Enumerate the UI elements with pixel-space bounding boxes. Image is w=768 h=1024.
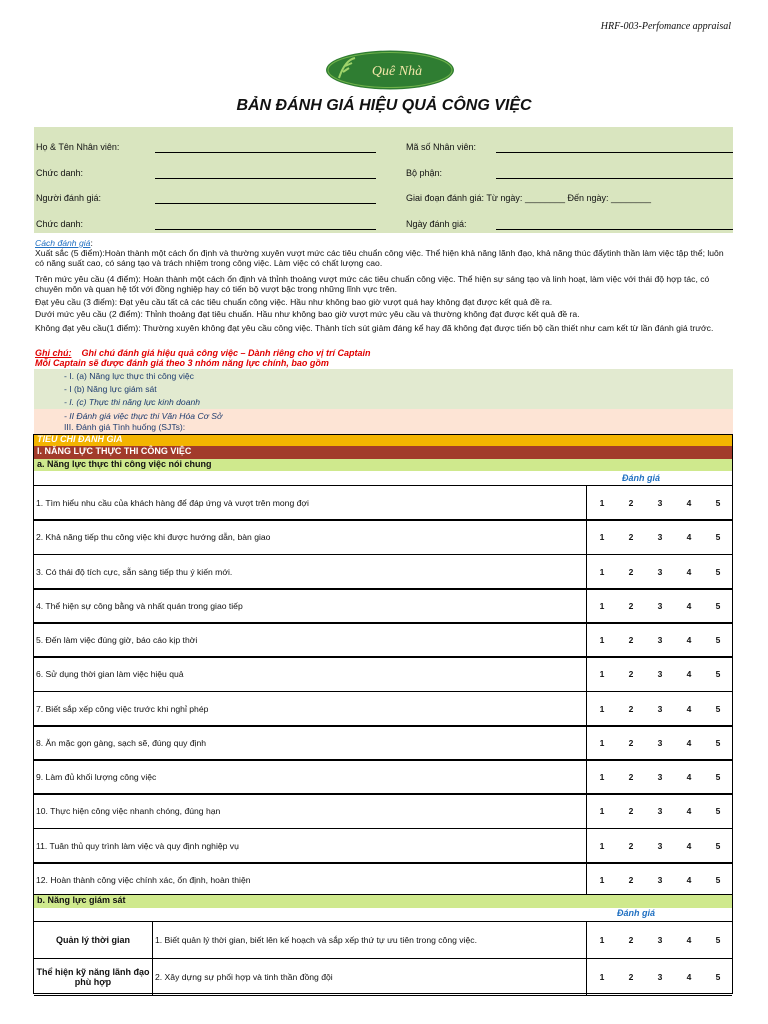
rating-guide-below: Dưới mức yêu cầu (2 điểm): Thỉnh thoảng đạt tiêu chuẩn. Hầu như không bao giờ vượt mức yêu cầu và thường không đạt được kết quả đề ra. [35,309,580,319]
criterion-text: 4. Thể hiện sự công bằng và nhất quán trong giao tiếp [36,600,243,611]
criterion-a10-score-2[interactable]: 2 [628,806,634,817]
criterion-a11-score-2[interactable]: 2 [628,840,634,851]
criterion-a1-score-2[interactable]: 2 [628,498,634,508]
criterion-a12-score-4[interactable]: 4 [686,874,692,885]
criterion-a6-score-4[interactable]: 4 [686,669,692,680]
criterion-b1-score-4[interactable]: 4 [686,935,692,945]
criterion-row [34,759,732,795]
criterion-a6-score-2[interactable]: 2 [628,669,634,680]
criterion-b2-score-2[interactable]: 2 [628,972,634,982]
rating-guide-meets: Đạt yêu cầu (3 điểm): Đạt yêu cầu tất cả các tiêu chuẩn công việc. Hầu như không bao giờ vượt quá hay không đạt được kết quả đề ra. [35,297,553,307]
evaluator-label: Người đánh giá: [36,193,101,203]
criterion-a4-score-1[interactable]: 1 [599,600,605,611]
supervision-row [34,958,732,996]
rating-label-b: Đánh giá [617,908,656,918]
criterion-a11-score-4[interactable]: 4 [686,840,692,851]
criterion-row [34,622,732,658]
criterion-text: 2. Xây dựng sự phối hợp và tinh thần đồng đội [155,972,333,982]
document-code: HRF-003-Perfomance appraisal [600,21,731,32]
rating-guide-excellent: Xuất sắc (5 điểm):Hoàn thành một cách ổn định và thường xuyên vượt mức các tiêu chuẩn công việc. Thể hiện khả năng lãnh đạo, khả năng thúc đẩytinh thần làm việc tập thể; luôn có năng suất cao, có sáng tạo và trách nhiệm trong công việc. Làm việc có chất lượng cao. [35,248,724,268]
criterion-row [34,554,732,590]
employee-id-field[interactable] [496,152,733,153]
criterion-a5-score-1[interactable]: 1 [599,635,605,645]
employee-info-box [34,127,733,233]
employee-id-label: Mã số Nhân viên: [406,142,477,152]
criterion-row [34,828,732,864]
rating-guide-fail: Không đạt yêu cầu(1 điểm): Thường xuyên không đạt yêu cầu công việc. Thành tích sút giảm đáng kể hay đã không đạt được tiến bộ cần thiết như cam kết từ lần đánh giá trước. [35,323,714,333]
criterion-text: 3. Có thái độ tích cực, sẵn sàng tiếp thu ý kiến mới. [36,566,233,577]
rating-label-a: Đánh giá [622,473,661,483]
criterion-b2-score-4[interactable]: 4 [686,972,692,982]
criterion-a11-score-3[interactable]: 3 [657,840,663,851]
criterion-a2-score-4[interactable]: 4 [686,532,692,543]
criterion-a11-score-5[interactable]: 5 [715,840,721,851]
criterion-a10-score-1[interactable]: 1 [599,806,605,817]
criterion-a3-score-2[interactable]: 2 [628,566,634,577]
criterion-a8-score-1[interactable]: 1 [599,737,605,748]
criterion-a5-score-4[interactable]: 4 [686,635,692,645]
criterion-text: 1. Biết quản lý thời gian, biết lên kế hoạch và sắp xếp thứ tự ưu tiên trong công việc. [155,935,477,945]
page-title: BẢN ĐÁNH GIÁ HIỆU QUẢ CÔNG VIỆC [236,97,532,114]
department-field[interactable] [496,178,733,179]
criterion-a3-score-3[interactable]: 3 [657,566,663,577]
criterion-a10-score-5[interactable]: 5 [715,806,721,817]
criterion-a4-score-2[interactable]: 2 [628,600,634,611]
criterion-text: 10. Thực hiện công việc nhanh chóng, đúng hạn [36,806,221,817]
company-logo [325,50,455,90]
criterion-a12-score-1[interactable]: 1 [599,874,605,885]
criterion-row [34,862,732,898]
criterion-b2-score-3[interactable]: 3 [657,972,663,982]
criterion-a8-score-2[interactable]: 2 [628,737,634,748]
criterion-a2-score-1[interactable]: 1 [599,532,605,543]
criterion-row [34,656,732,692]
group-2: - II Đánh giá việc thực thi Văn Hóa Cơ Sở [64,411,223,421]
criterion-a11-score-1[interactable]: 1 [599,840,605,851]
criterion-text: 7. Biết sắp xếp công việc trước khi nghỉ phép [36,703,209,714]
evaluation-table [33,434,733,994]
criterion-a1-score-5[interactable]: 5 [715,498,721,508]
group-c: - I. (c) Thực thi năng lực kinh doanh [64,397,201,407]
evaluator-position-field[interactable] [155,229,376,230]
evaluator-position-label: Chức danh: [36,219,84,229]
criterion-a6-score-5[interactable]: 5 [715,669,721,680]
evaluator-field[interactable] [155,203,376,204]
competency-name: Thể hiện kỹ năng lãnh đạo phù hợp [36,967,150,987]
criterion-b1-score-3[interactable]: 3 [657,935,663,945]
criterion-a1-score-1[interactable]: 1 [599,498,605,508]
criterion-a4-score-4[interactable]: 4 [686,600,692,611]
criterion-a9-score-4[interactable]: 4 [686,772,692,782]
criterion-a7-score-3[interactable]: 3 [657,703,663,714]
criterion-b1-score-1[interactable]: 1 [599,935,605,945]
criterion-b1-score-5[interactable]: 5 [715,935,721,945]
criterion-a1-score-4[interactable]: 4 [686,498,692,508]
criterion-a5-score-2[interactable]: 2 [628,635,634,645]
rating-guide-heading: Cách đánh giá: [35,238,93,248]
criterion-text: 9. Làm đủ khối lượng công việc [36,772,157,782]
employee-name-field[interactable] [155,152,376,153]
criterion-a7-score-1[interactable]: 1 [599,703,605,714]
criterion-a9-score-1[interactable]: 1 [599,772,605,782]
criterion-a3-score-4[interactable]: 4 [686,566,692,577]
evaluation-date-field[interactable] [496,229,733,230]
criterion-a7-score-4[interactable]: 4 [686,703,692,714]
criterion-b1-score-2[interactable]: 2 [628,935,634,945]
logo-text: Quê Nhà [371,64,423,79]
note-line-2: Mỗi Captain sẽ được đánh giá theo 3 nhóm năng lực chính, bao gồm [35,358,329,368]
criterion-a8-score-4[interactable]: 4 [686,737,692,748]
criterion-text: 1. Tìm hiểu nhu cầu của khách hàng để đáp ứng và vượt trên mong đợi [36,498,309,508]
groups-a-b-c [34,369,733,409]
groups-2-3 [34,409,733,434]
criterion-b2-score-1[interactable]: 1 [599,972,605,982]
criterion-a3-score-5[interactable]: 5 [715,566,721,577]
criterion-text: 5. Đến làm việc đúng giờ, báo cáo kịp thời [36,635,198,645]
position-label: Chức danh: [36,168,84,178]
subsection-a-header: a. Năng lực thực thi công việc nói chung [34,459,733,471]
group-b: - I (b) Năng lực giám sát [64,384,157,394]
criterion-a12-score-5[interactable]: 5 [715,874,721,885]
criterion-row [34,485,732,521]
criterion-a4-score-5[interactable]: 5 [715,600,721,611]
criterion-text: 6. Sử dụng thời gian làm việc hiệu quả [36,669,184,680]
criterion-row [34,793,732,829]
evaluation-period-label: Giai đoạn đánh giá: Từ ngày: ________ Đến ngày: ________ [406,193,652,203]
subsection-b-header: b. Năng lực giám sát [34,895,732,908]
note-line: Ghi chú: Ghi chú đánh giá hiệu quả công việc – Dành riêng cho vị trí Captain [35,348,371,358]
criteria-header: TIÊU CHÍ ĐÁNH GIÁ [34,434,733,446]
criterion-text: 2. Khả năng tiếp thu công việc khi được hướng dẫn, bàn giao [36,532,271,543]
evaluation-date-label: Ngày đánh giá: [406,219,467,229]
criterion-a8-score-5[interactable]: 5 [715,737,721,748]
criterion-a6-score-3[interactable]: 3 [657,669,663,680]
criterion-text: 12. Hoàn thành công việc chính xác, ổn định, hoàn thiện [36,874,251,885]
criterion-row [34,725,732,761]
criterion-text: 8. Ăn mặc gọn gàng, sạch sẽ, đúng quy định [36,737,207,748]
criterion-a9-score-2[interactable]: 2 [628,772,634,782]
criterion-a9-score-5[interactable]: 5 [715,772,721,782]
criterion-a5-score-3[interactable]: 3 [657,635,663,645]
section-1-header: I. NĂNG LỰC THỰC THI CÔNG VIỆC [34,446,733,459]
criterion-a10-score-3[interactable]: 3 [657,806,663,817]
criterion-a9-score-3[interactable]: 3 [657,772,663,782]
criterion-text: 11. Tuân thủ quy trình làm việc và quy định nghiệp vụ [36,840,239,851]
criterion-row [34,691,732,727]
criterion-row [34,519,732,555]
criterion-a2-score-2[interactable]: 2 [628,532,634,543]
group-3: III. Đánh giá Tình huống (SJTs): [64,422,186,432]
criterion-a7-score-2[interactable]: 2 [628,703,634,714]
position-field[interactable] [155,178,376,179]
criterion-a4-score-3[interactable]: 3 [657,600,663,611]
criterion-a2-score-3[interactable]: 3 [657,532,663,543]
criterion-a8-score-3[interactable]: 3 [657,737,663,748]
criterion-a5-score-5[interactable]: 5 [715,635,721,645]
criterion-a12-score-2[interactable]: 2 [628,874,634,885]
criterion-a1-score-3[interactable]: 3 [657,498,663,508]
group-a: - I. (a) Năng lực thực thi công việc [64,371,194,381]
criterion-a10-score-4[interactable]: 4 [686,806,692,817]
criterion-b2-score-5[interactable]: 5 [715,972,721,982]
rating-guide-above: Trên mức yêu cầu (4 điểm): Hoàn thành một cách ổn định và thỉnh thoảng vượt mức các tiêu chuẩn công việc. Thể hiện sự sáng tạo và linh hoạt, làm việc với thái độ hợp tác, có chuyên môn và quan hệ tốt với đồng nghiệp hay có tiến bộ vượt bậc trong những lĩnh vực trên. [35,274,710,294]
supervision-row [34,921,732,959]
criterion-a7-score-5[interactable]: 5 [715,703,721,714]
criterion-row [34,588,732,624]
department-label: Bộ phận: [406,168,443,178]
criterion-a6-score-1[interactable]: 1 [599,669,605,680]
employee-name-label: Họ & Tên Nhân viên: [36,142,120,152]
criterion-a2-score-5[interactable]: 5 [715,532,721,543]
criterion-a12-score-3[interactable]: 3 [657,874,663,885]
competency-name: Quản lý thời gian [56,935,130,945]
criterion-a3-score-1[interactable]: 1 [599,566,605,577]
